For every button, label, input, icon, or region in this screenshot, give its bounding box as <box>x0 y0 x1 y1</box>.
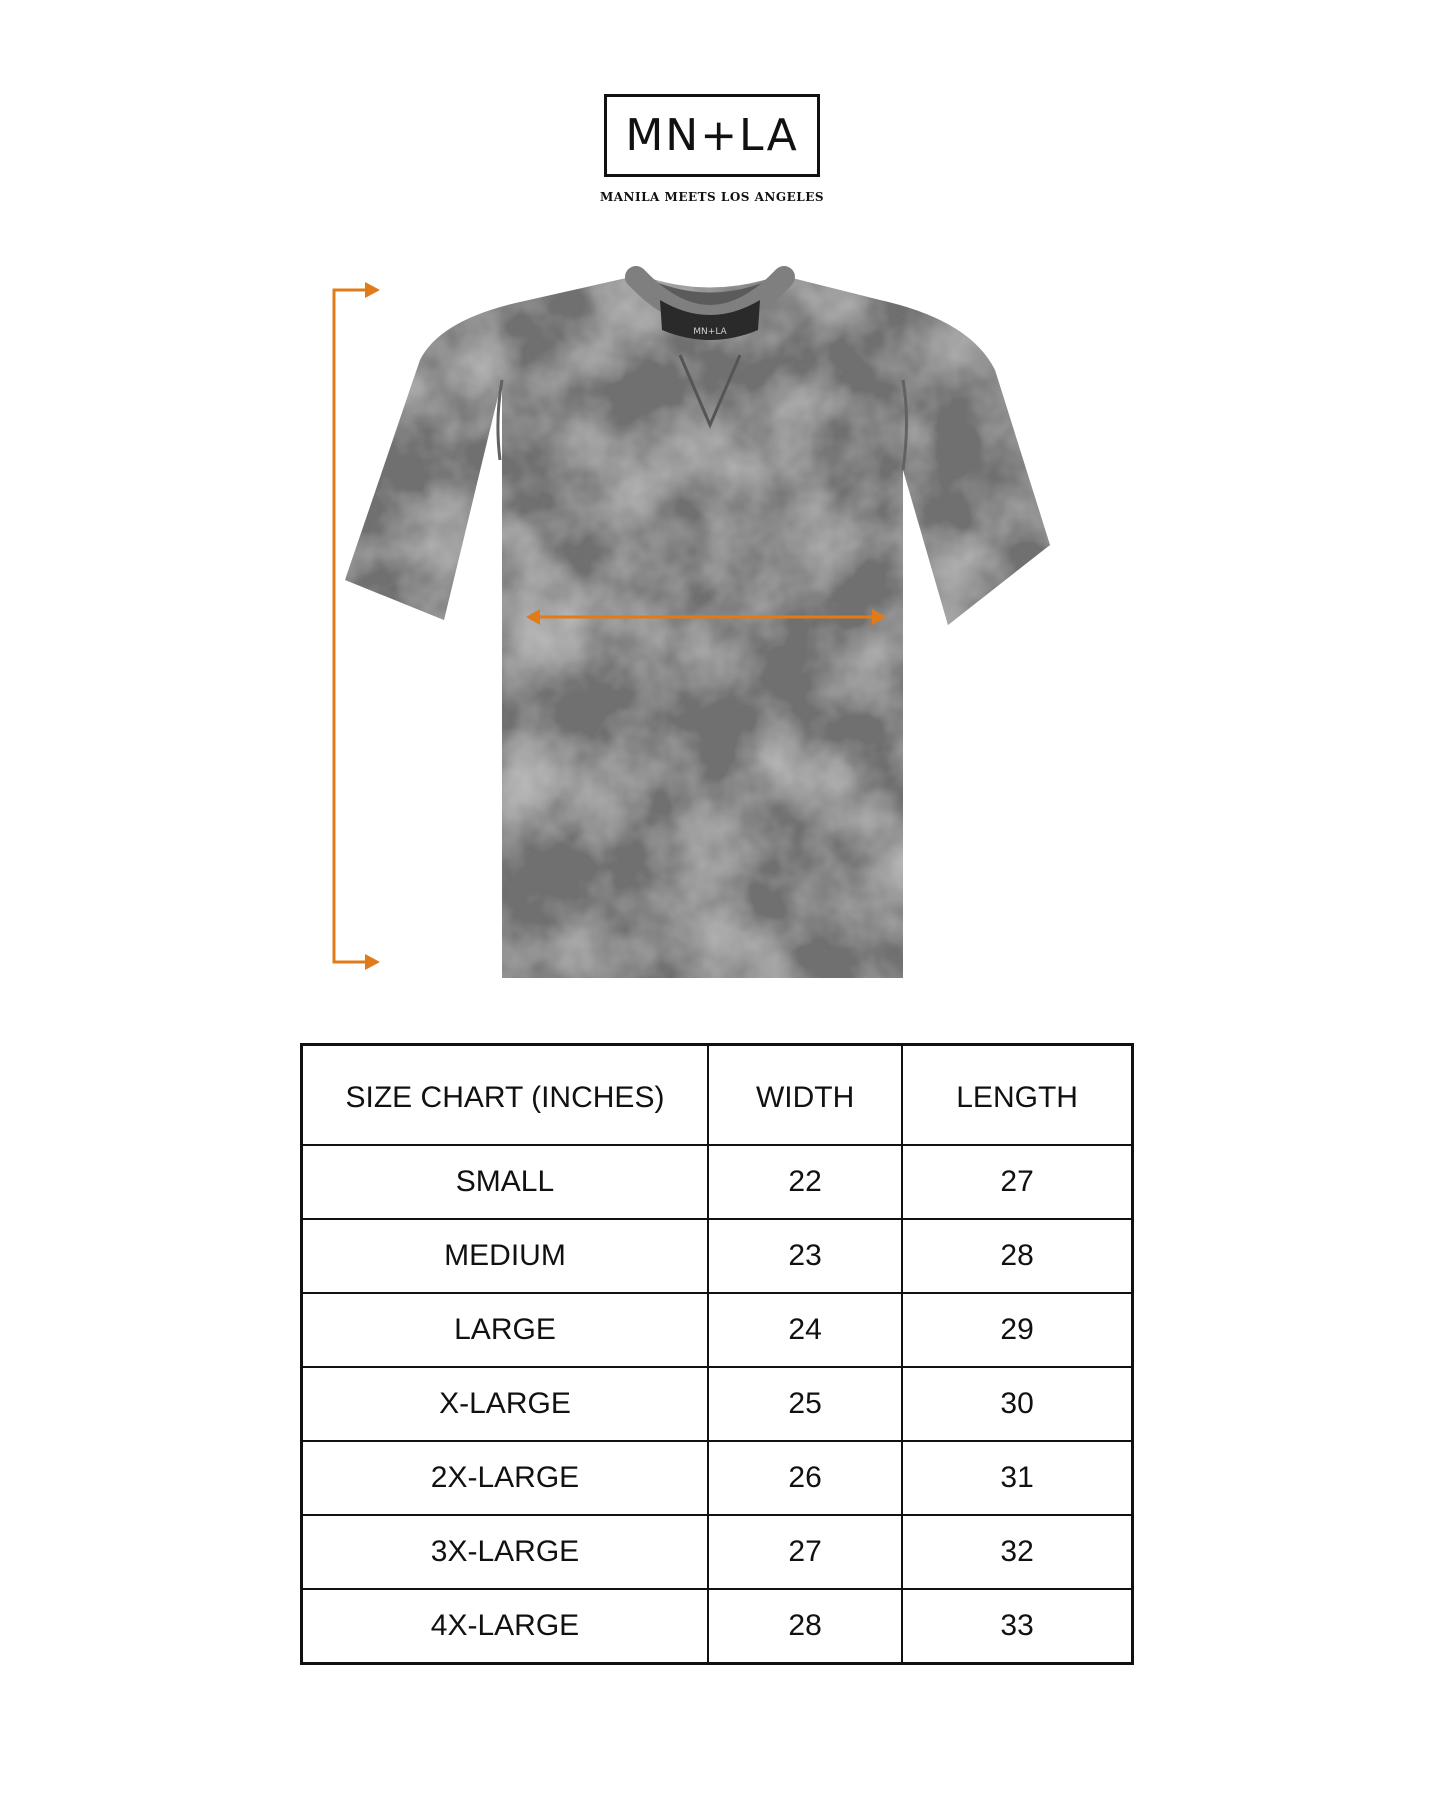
size-chart-table <box>300 1043 1134 1665</box>
length-cell: 28 <box>902 1219 1132 1293</box>
length-cell: 30 <box>902 1367 1132 1441</box>
width-cell: 22 <box>708 1145 902 1219</box>
length-cell: 31 <box>902 1441 1132 1515</box>
header-size: SIZE CHART (INCHES) <box>302 1045 708 1146</box>
brand-logo-text: MN+LA <box>625 110 799 161</box>
table-row <box>302 1145 1133 1219</box>
length-cell: 27 <box>902 1145 1132 1219</box>
length-cell: 32 <box>902 1515 1132 1589</box>
width-cell: 28 <box>708 1589 902 1664</box>
length-cell: 29 <box>902 1293 1132 1367</box>
table-header-row <box>302 1045 1133 1146</box>
table-row <box>302 1293 1133 1367</box>
width-cell: 27 <box>708 1515 902 1589</box>
width-cell: 24 <box>708 1293 902 1367</box>
width-cell: 26 <box>708 1441 902 1515</box>
width-cell: 25 <box>708 1367 902 1441</box>
table-row <box>302 1367 1133 1441</box>
size-cell: 4X-LARGE <box>302 1589 708 1664</box>
size-cell: SMALL <box>302 1145 708 1219</box>
length-cell: 33 <box>902 1589 1132 1664</box>
brand-tagline: MANILA MEETS LOS ANGELES <box>599 190 825 204</box>
length-arrowhead-bottom <box>365 954 380 970</box>
tshirt-body <box>345 275 1050 978</box>
header-width: WIDTH <box>708 1045 902 1146</box>
table-row <box>302 1515 1133 1589</box>
table-row <box>302 1219 1133 1293</box>
length-arrow <box>334 290 377 962</box>
size-cell: 3X-LARGE <box>302 1515 708 1589</box>
width-cell: 23 <box>708 1219 902 1293</box>
table-row <box>302 1589 1133 1664</box>
table-row <box>302 1441 1133 1515</box>
header-length: LENGTH <box>902 1045 1132 1146</box>
size-cell: 2X-LARGE <box>302 1441 708 1515</box>
neck-label: MN+LA <box>693 327 727 337</box>
length-arrowhead-top <box>365 282 380 298</box>
size-cell: X-LARGE <box>302 1367 708 1441</box>
size-cell: LARGE <box>302 1293 708 1367</box>
size-cell: MEDIUM <box>302 1219 708 1293</box>
